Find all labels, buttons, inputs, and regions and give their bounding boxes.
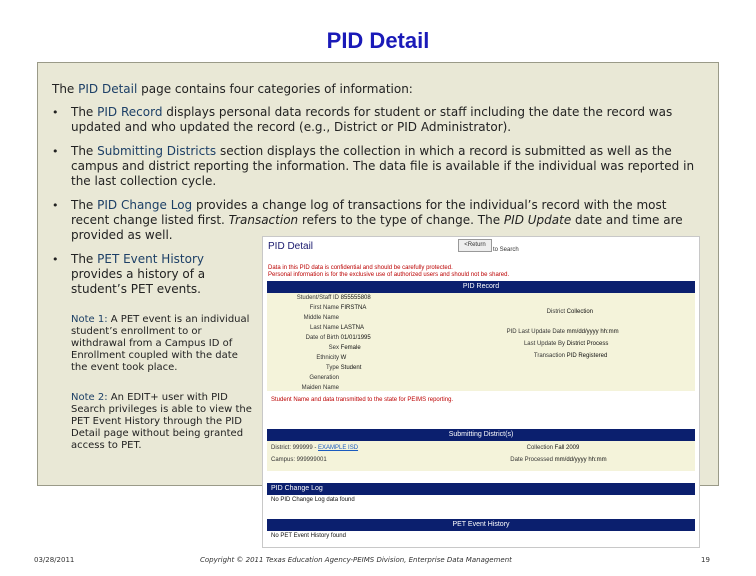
processed-value: mm/dd/yyyy hh:mm: [554, 457, 607, 463]
bullet-post: provides a history of a student’s PET events.: [71, 267, 206, 296]
campus-row: Campus: 999999001: [271, 457, 327, 463]
field-row: [271, 355, 346, 361]
collection-value: Fall 2009: [554, 445, 580, 451]
note-label: Note 1:: [71, 314, 108, 325]
district-label: District: 999999 -: [271, 445, 317, 451]
bullet-pre: The: [71, 105, 98, 119]
footer-date: 03/28/2011: [34, 556, 75, 564]
field-label: District: [546, 309, 565, 315]
bullet-pre: The: [71, 144, 98, 158]
field-value: PID Registered: [566, 353, 608, 359]
field-label: Type: [325, 365, 339, 371]
field-label: Maiden Name: [301, 385, 339, 391]
intro-post: page contains four categories of information:: [137, 82, 413, 96]
field-row: [271, 295, 371, 301]
change-log-empty: No PID Change Log data found: [271, 497, 355, 503]
field-value: Collection: [566, 309, 594, 315]
warning-line-2: Personal information is for the exclusive use of authorized users and should not be shared.: [268, 272, 510, 278]
bullet-text: [71, 252, 251, 297]
bullet-dot: •: [52, 199, 59, 212]
pet-event-history-empty: No PET Event History found: [271, 533, 346, 539]
field-row: [271, 365, 361, 371]
bullet-dot: •: [52, 106, 59, 119]
processed-label: Date Processed: [510, 457, 553, 463]
field-value: LASTNA: [340, 325, 365, 331]
intro-pre: The: [52, 82, 79, 96]
bullet-highlight: PID Change Log: [97, 198, 193, 212]
collection-row: [503, 445, 579, 451]
note-label: Note 2:: [71, 392, 108, 403]
bullet-post: section displays the collection in which a record is submitted as well as the campus and district reporting the information. The data file is available if the individual was reported in the last collection cycle.: [71, 144, 695, 188]
bullet-highlight: PET Event History: [97, 252, 204, 266]
bullet-post: displays personal data records for student or staff including the date the record was updated and who updated the record (e.g., District or PID Administrator).: [71, 105, 673, 134]
return-button[interactable]: <Return: [458, 239, 492, 252]
field-row: [271, 315, 339, 321]
back-to-search-text: to Search: [493, 247, 519, 253]
footer-copyright: Copyright © 2011 Texas Education Agency-PEIMS Division, Enterprise Data Management: [200, 556, 512, 564]
page-title: PID Detail: [326, 28, 430, 53]
note-1: [71, 314, 256, 374]
field-label: Ethnicity: [316, 355, 339, 361]
bullet-pre: The: [71, 252, 98, 266]
note-text: A PET event is an individual student’s enrollment to or withdrawal from a Campus ID of Enrollment coupled with the date the event took place.: [71, 314, 250, 373]
footer-page-number: 19: [701, 556, 710, 564]
field-value: W: [340, 355, 347, 361]
bullet-post: date and time are provided as well.: [71, 213, 683, 242]
field-label: Middle Name: [303, 315, 339, 321]
bullet-text: [71, 105, 701, 135]
confidential-warning: [268, 265, 688, 279]
bullet-highlight: Submitting Districts: [97, 144, 217, 158]
field-label: Last Update By: [523, 341, 565, 347]
bullet-pre: The: [71, 198, 98, 212]
field-value: 855555808: [340, 295, 371, 301]
field-label: Sex: [328, 345, 339, 351]
intro-highlight: PID Detail: [78, 82, 138, 96]
field-value: Female: [340, 345, 361, 351]
note-2: [71, 392, 256, 452]
field-label: Student/Staff ID: [296, 295, 339, 301]
note-text: An EDIT+ user with PID Search privileges is able to view the PET Event History through the PID Detail page without being granted access to PET.: [71, 392, 252, 451]
bullet-mid: refers to the type of change. The: [298, 213, 504, 227]
field-label: First Name: [309, 305, 339, 311]
field-label: Date of Birth: [305, 335, 339, 341]
right-field-row: [503, 341, 608, 347]
bullet-em: PID Update: [503, 213, 572, 227]
record-note: Student Name and data transmitted to the state for PEIMS reporting.: [271, 397, 454, 403]
bullet-dot: •: [52, 253, 59, 266]
collection-label: Collection: [526, 445, 553, 451]
field-row: [271, 345, 361, 351]
field-value: mm/dd/yyyy hh:mm: [566, 329, 619, 335]
field-value: FIRSTNA: [340, 305, 367, 311]
bullet-text: [71, 144, 701, 189]
pid-record-header: PID Record: [267, 281, 695, 293]
field-label: Transaction: [533, 353, 565, 359]
pet-event-history-header: PET Event History: [267, 519, 695, 531]
intro-text: [52, 82, 413, 96]
field-value: Student: [340, 365, 362, 371]
field-row: [271, 375, 339, 381]
field-row: [271, 305, 366, 311]
bullet-em: Transaction: [228, 213, 299, 227]
field-label: Last Name: [309, 325, 339, 331]
field-row: [271, 325, 364, 331]
field-value: District Process: [566, 341, 609, 347]
field-value: 01/01/1995: [340, 335, 371, 341]
warning-line-1: Data in this PID data is confidential and should be carefully protected.: [268, 265, 453, 271]
right-field-row: [503, 329, 619, 335]
processed-row: [503, 457, 607, 463]
district-row: [271, 445, 358, 451]
submitting-districts-header: Submitting District(s): [267, 429, 695, 441]
district-link[interactable]: EXAMPLE ISD: [318, 445, 359, 451]
screenshot-title: PID Detail: [268, 241, 314, 252]
right-field-row: [503, 309, 593, 315]
pid-detail-screenshot: [262, 236, 700, 548]
right-field-row: [503, 353, 607, 359]
field-label: PID Last Update Date: [506, 329, 565, 335]
field-row: [271, 385, 339, 391]
bullet-dot: •: [52, 145, 59, 158]
bullet-highlight: PID Record: [97, 105, 163, 119]
change-log-header: PID Change Log: [267, 483, 695, 495]
field-row: [271, 335, 371, 341]
field-label: Generation: [309, 375, 339, 381]
bullet-post: provides a change log of transactions for the individual’s record with the most recent change listed first.: [71, 198, 667, 227]
